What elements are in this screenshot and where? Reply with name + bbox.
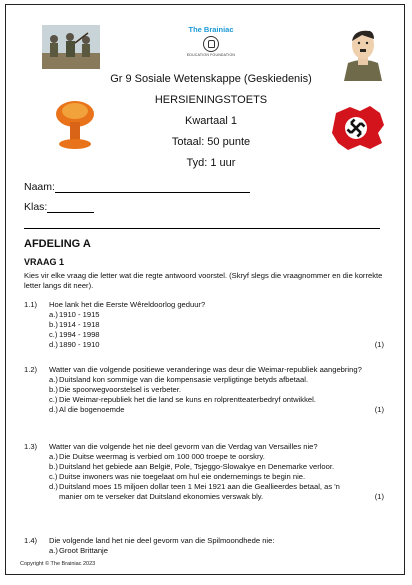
option-a: a.) 1910 - 1915: [49, 310, 100, 319]
question-stem: Watter van die volgende positiewe veranderinge was deur die Weimar-republiek aangebring?: [49, 365, 362, 374]
options-list: [49, 375, 384, 415]
option-a: a.) Duitsland kon sommige van die kompensasie verpligtinge betyds afbetaal.: [49, 375, 309, 384]
class-label: Klas:: [24, 201, 48, 213]
question-number: 1.4): [24, 536, 38, 545]
options-list: [49, 452, 384, 502]
soldiers-illustration: [42, 25, 100, 69]
mark-allocation: (1): [374, 405, 384, 414]
term-label: Kwartaal 1: [185, 115, 237, 127]
subject-title: Gr 9 Sosiale Wetenskappe (Geskiedenis): [110, 73, 312, 85]
option-b: b.) Duitsland het gebiede aan België, Pole, Tsjeggo-Slowakye en Denemarke verloor.: [49, 462, 335, 471]
option-b: b.) Die spoorwegvoorstelsel is verbeter.: [49, 385, 181, 394]
total-marks: Totaal: 50 punte: [171, 136, 251, 148]
mark-allocation: (1): [374, 492, 384, 501]
name-blank-line[interactable]: [55, 181, 250, 193]
brand-name: The Brainiac: [188, 25, 234, 34]
option-d: d.) 1890 - 1910 (1): [49, 340, 384, 349]
brand-header: [176, 25, 246, 57]
option-a: a.) Groot Brittanje: [49, 546, 108, 555]
question-1-3: [24, 442, 384, 502]
question-stem: Watter van die volgende het nie deel gevorm van die Verdag van Versailles nie?: [49, 442, 318, 451]
class-blank-line[interactable]: [47, 201, 94, 213]
question-number: 1.3): [24, 442, 38, 451]
options-list: [49, 546, 384, 556]
instructions: Kies vir elke vraag die letter wat die regte antwoord voorstel. (Skryf slegs die vraagnommer en die korrekte letter langs dit neer).: [24, 271, 383, 290]
class-field[interactable]: [24, 201, 94, 213]
test-type: HERSIENINGSTOETS: [154, 94, 268, 106]
copyright-footer: Copyright © The Brainiac 2023: [20, 561, 96, 567]
name-field[interactable]: [24, 181, 250, 193]
worksheet-page: [5, 4, 405, 575]
brand-tagline: EDUCATION FOUNDATION: [186, 53, 236, 57]
option-c: c.) Duitse inwoners was nie toegelaat om hul eie ondernemings te begin nie.: [49, 472, 306, 481]
options-list: [49, 310, 384, 350]
question-number: 1.2): [24, 365, 38, 374]
option-c: c.) Die Weimar-republiek het die land se kuns en rolprentteaterbedryf ontwikkel.: [49, 395, 316, 404]
option-c: c.) 1994 - 1998: [49, 330, 100, 339]
section-title: AFDELING A: [24, 238, 91, 250]
time-limit: Tyd: 1 uur: [186, 157, 236, 169]
question-title: VRAAG 1: [24, 257, 65, 267]
question-1-4: [24, 536, 384, 556]
divider: [24, 228, 380, 229]
question-1-2: [24, 365, 384, 415]
question-stem: Die volgende land het nie deel gevorm van die Spilmoondhede nie:: [49, 536, 275, 545]
question-1-1: [24, 300, 384, 350]
option-d: d.) Al die bogenoemde (1): [49, 405, 384, 414]
question-number: 1.1): [24, 300, 38, 309]
brain-logo-icon: [203, 36, 219, 52]
name-label: Naam:: [24, 181, 55, 193]
option-a: a.) Die Duitse weermag is verbied om 100 000 troepe te oorskry.: [49, 452, 265, 461]
mark-allocation: (1): [374, 340, 384, 349]
option-b: b.) 1914 - 1918: [49, 320, 100, 329]
option-d: d.) Duitsland moes 15 miljoen dollar teen 1 Mei 1921 aan die Geallieerdes betaal, as 'n manier om te verseker dat Duitsland ekonomies verswak bly. (1): [49, 482, 384, 501]
question-stem: Hoe lank het die Eerste Wêreldoorlog geduur?: [49, 300, 206, 309]
